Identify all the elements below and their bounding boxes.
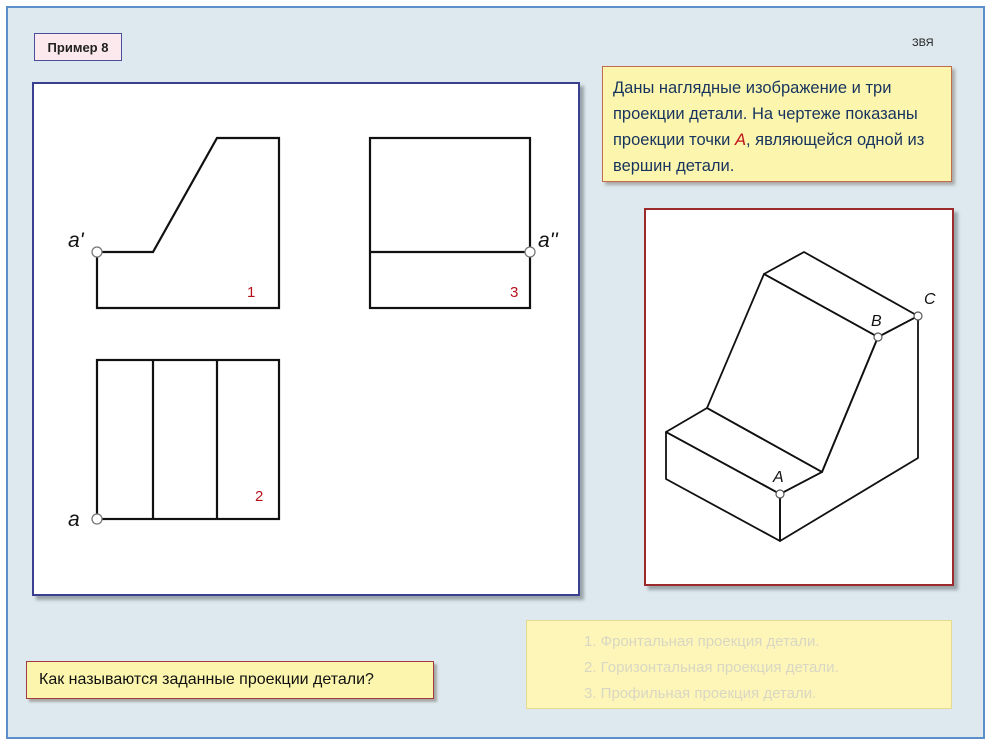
view-number-2: 2 — [255, 488, 264, 505]
info-text-part1: Даны наглядные изображение и три проекции детали. На чертеже показаны проекции точки — [613, 79, 918, 149]
profile-point-marker — [525, 247, 535, 257]
answers-box — [526, 620, 952, 709]
example-label: Пример 8 — [34, 33, 122, 61]
horizontal-view-outline — [97, 360, 279, 519]
iso-right-face — [780, 316, 918, 541]
iso-slope-face — [707, 274, 878, 472]
profile-point-label: a'' — [538, 229, 558, 252]
info-text-part2: , являющейся одной из вершин детали. — [613, 131, 925, 175]
question-box — [26, 661, 434, 699]
iso-lower-top-face — [666, 408, 822, 494]
iso-point-a-label: A — [773, 469, 784, 486]
iso-point-b-label: B — [871, 313, 882, 330]
iso-point-b-marker — [874, 333, 882, 341]
answer-1: 1. Фронтальная проекция детали. — [584, 633, 820, 650]
horizontal-point-label: a — [68, 508, 80, 531]
answer-3: 3. Профильная проекция детали. — [584, 685, 817, 702]
projections-drawing — [34, 84, 578, 594]
info-point-label: А — [734, 131, 746, 149]
horizontal-point-marker — [92, 514, 102, 524]
frontal-point-label: a' — [68, 229, 84, 252]
question-text: Как называются заданные проекции детали? — [39, 671, 374, 688]
isometric-panel — [644, 208, 954, 586]
projections-panel — [32, 82, 580, 596]
isometric-drawing — [646, 210, 952, 584]
frontal-point-marker — [92, 247, 102, 257]
iso-point-a-marker — [776, 490, 784, 498]
iso-point-c-marker — [914, 312, 922, 320]
view-number-3: 3 — [510, 284, 519, 301]
author-tag: ЗВЯ — [912, 37, 934, 49]
info-text-box — [602, 66, 952, 182]
iso-upper-top-face — [764, 252, 918, 337]
frontal-view-outline — [97, 138, 279, 308]
answer-2: 2. Горизонтальная проекция детали. — [584, 659, 839, 676]
view-number-1: 1 — [247, 284, 256, 301]
iso-front-face — [666, 432, 780, 541]
iso-point-c-label: C — [924, 291, 936, 308]
profile-view-outline — [370, 138, 530, 308]
